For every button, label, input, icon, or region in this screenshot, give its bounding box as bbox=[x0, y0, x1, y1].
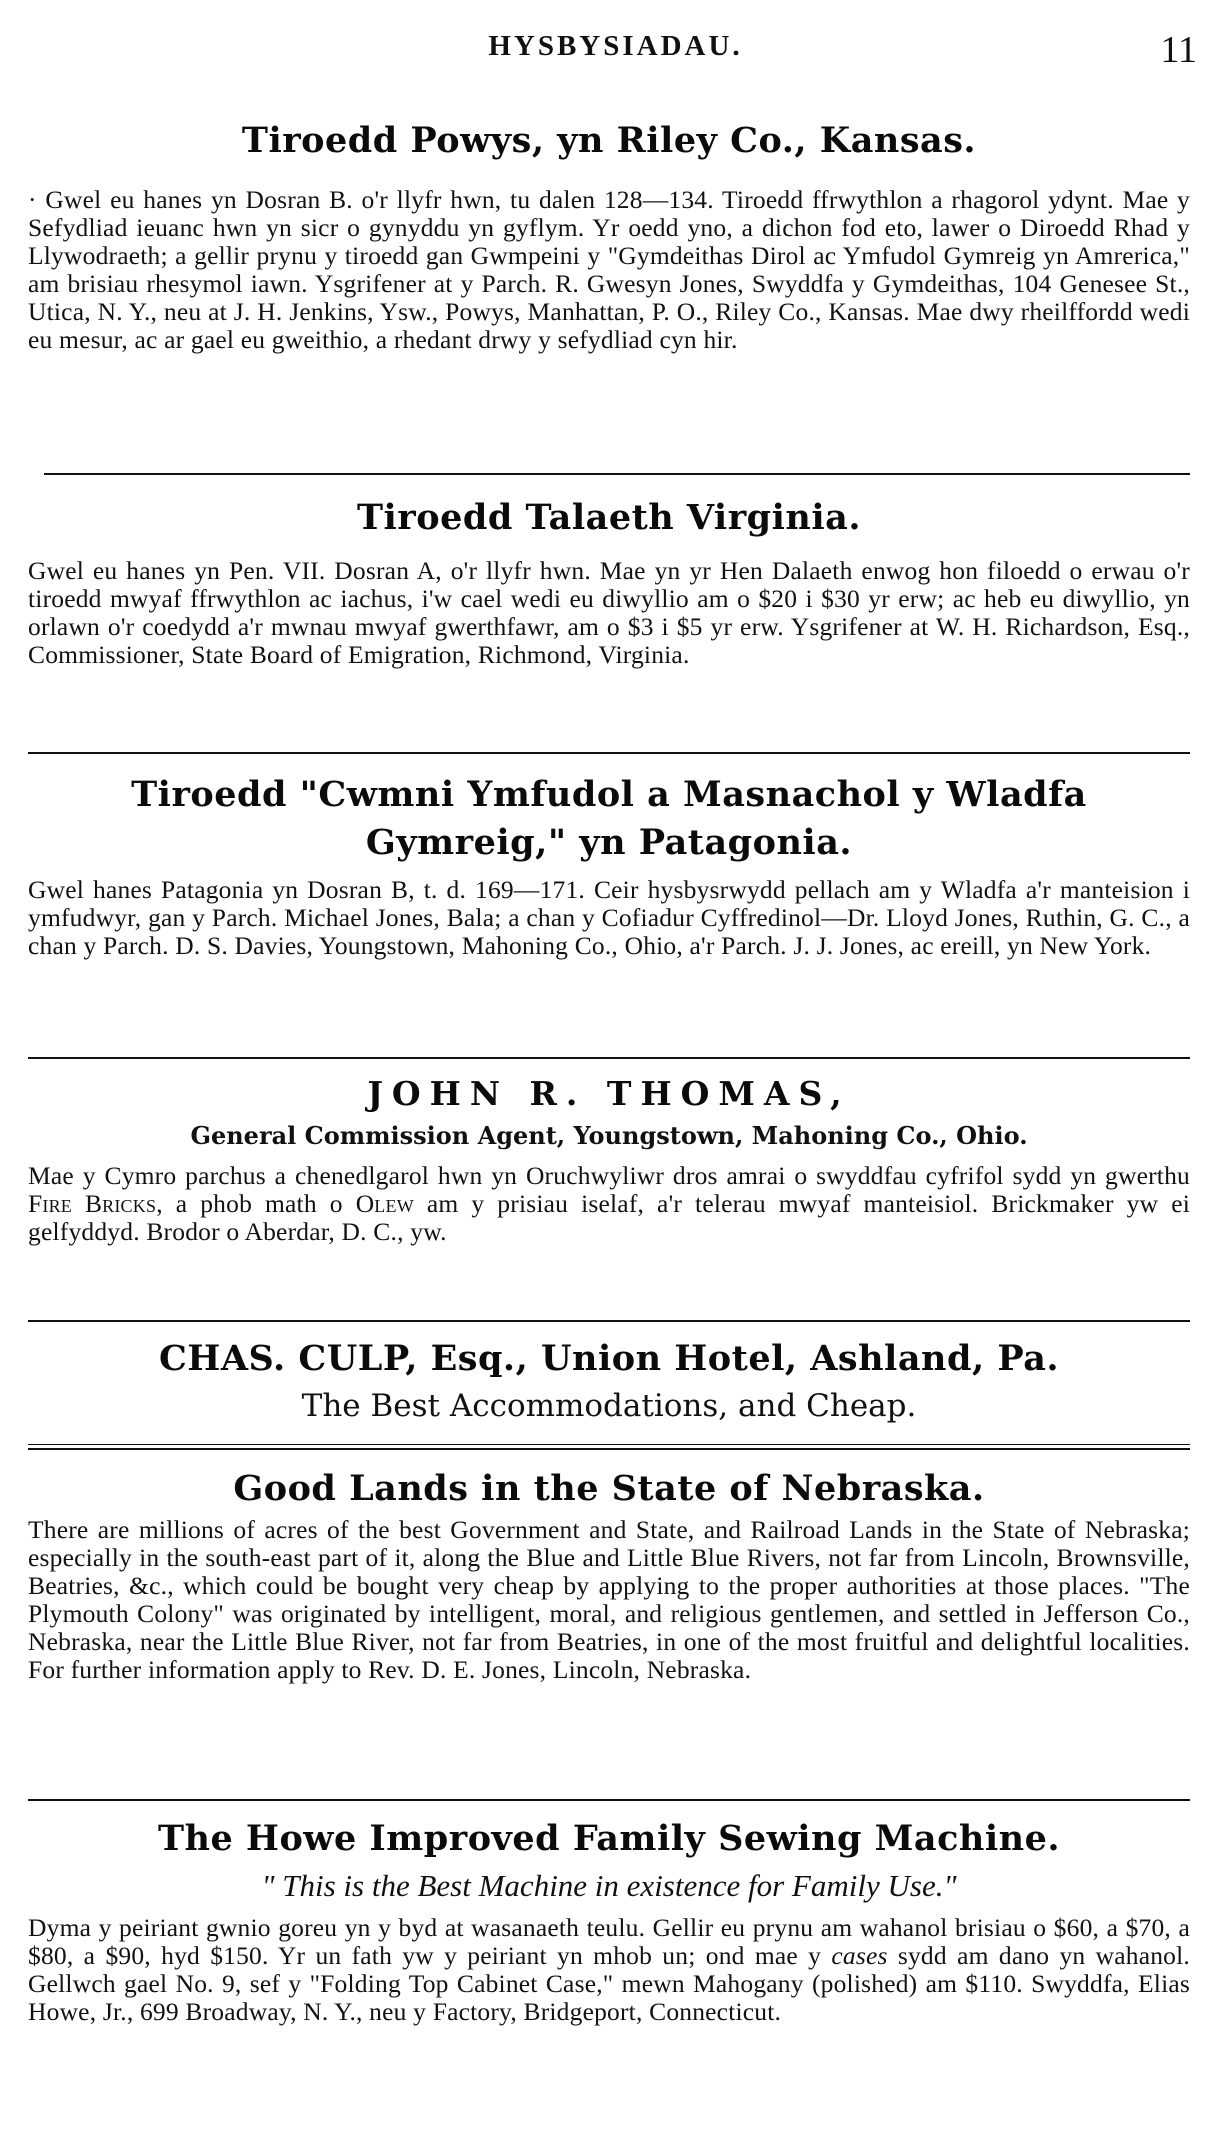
ad-powys-body: · Gwel eu hanes yn Dosran B. o'r llyfr hwn, tu dalen 128—134. Tiroedd ffrwythlon a rhagorol ydynt. Mae y Sefydliad ieuanc hwn yn sicr o gynyddu yn gyflym. Yr oedd yno, a dichon fod eto, lawer o Diroedd Rhad y Llywodraeth; a gellir prynu y tiroedd gan Gwmpeini y "Gymdeithas Dirol ac Ymfudol Gymreig yn Amrerica," am brisiau rhesymol iawn. Ysgrifener at y Parch. R. Gwesyn Jones, Swyddfa y Gymdeithas, 104 Genesee St., Utica, N. Y., neu at J. H. Jenkins, Ysw., Powys, Manhattan, P. O., Riley Co., Kansas. Mae dwy rheilffordd wedi eu mesur, ac ar gael eu gweithio, a rhedant drwy y sefydliad cyn hir. bbox=[28, 185, 1190, 354]
ad-howe-cases: cases bbox=[831, 1941, 888, 1970]
divider bbox=[28, 1057, 1190, 1059]
ad-virginia-body: Gwel eu hanes yn Pen. VII. Dosran A, o'r llyfr hwn. Mae yn yr Hen Dalaeth enwog hon filoedd o erwau o'r tiroedd mwyaf ffrwythlon ac iachus, i'w cael wedi eu diwyllio am o $20 i $30 yr erw; ac heb eu diwyllio, yn orlawn o'r coedydd a'r mwnau mwyaf gwerthfawr, am o $3 i $5 yr erw. Ysgrifener at W. H. Richardson, Esq., Commissioner, State Board of Emigration, Richmond, Virginia. bbox=[28, 556, 1190, 669]
ad-thomas-body-part2: , a phob math o bbox=[156, 1189, 356, 1218]
ad-patagonia-title-line1: Tiroedd "Cwmni Ymfudol a Masnachol y Wladfa bbox=[131, 774, 1087, 815]
ad-howe bbox=[28, 1816, 1190, 2026]
divider bbox=[44, 473, 1190, 475]
page-number: 11 bbox=[1160, 29, 1197, 71]
divider bbox=[28, 752, 1190, 754]
ad-howe-tagline: " This is the Best Machine in existence for Family Use." bbox=[261, 1868, 957, 1903]
divider bbox=[28, 1799, 1190, 1801]
divider bbox=[28, 1444, 1190, 1450]
ad-virginia bbox=[28, 495, 1190, 669]
ad-howe-title: The Howe Improved Family Sewing Machine. bbox=[157, 1818, 1061, 1859]
ad-thomas-title: JOHN R. THOMAS, bbox=[367, 1074, 851, 1113]
ad-thomas-fire-bricks: Fire Bricks bbox=[28, 1189, 157, 1218]
divider bbox=[28, 1320, 1190, 1322]
ad-nebraska bbox=[28, 1466, 1190, 1684]
ad-nebraska-title: Good Lands in the State of Nebraska. bbox=[233, 1468, 985, 1509]
ad-thomas-body bbox=[28, 1162, 1190, 1246]
ad-howe-body-part1: Dyma y peiriant gwnio goreu yn y byd at wasanaeth teulu. Gellir eu prynu am wahanol brisiau o $60, a $70, a $80, a $90, hyd $150. Yr un fath yw y peiriant yn mhob un; ond mae y bbox=[28, 1913, 1190, 1970]
ad-patagonia-body: Gwel hanes Patagonia yn Dosran B, t. d. 169—171. Ceir hysbysrwydd pellach am y Wladfa a'r manteision i ymfudwyr, gan y Parch. Michael Jones, Bala; a chan y Cofiadur Cyffredinol—Dr. Lloyd Jones, Ruthin, G. C., a chan y Parch. D. S. Davies, Youngstown, Mahoning Co., Ohio, a'r Parch. J. J. Jones, ac ereill, yn New York. bbox=[28, 875, 1190, 960]
ad-culp-subtitle: The Best Accommodations, and Cheap. bbox=[301, 1388, 917, 1424]
ad-thomas bbox=[28, 1072, 1190, 1246]
ad-patagonia bbox=[28, 772, 1190, 960]
ad-patagonia-title-line2: Gymreig," yn Patagonia. bbox=[365, 822, 853, 863]
ad-powys-title: Tiroedd Powys, yn Riley Co., Kansas. bbox=[241, 120, 977, 161]
ad-powys bbox=[28, 118, 1190, 354]
ad-culp bbox=[28, 1336, 1190, 1428]
ad-thomas-subtitle: General Commission Agent, Youngstown, Mahoning Co., Ohio. bbox=[190, 1121, 1028, 1150]
ad-howe-body bbox=[28, 1914, 1190, 2026]
running-title: HYSBYSIADAU. bbox=[488, 30, 743, 62]
ad-nebraska-body: There are millions of acres of the best Government and State, and Railroad Lands in the State of Nebraska; especially in the south-east part of it, along the Blue and Little Blue Rivers, not far from Lincoln, Brownsville, Beatries, &c., which could be bought very cheap by applying to the proper authorities at those places. "The Plymouth Colony" was originated by intelligent, moral, and religious gentlemen, and settled in Jefferson Co., Nebraska, near the Little Blue River, not far from Beatries, in one of the most fruitful and delightful localities. For further information apply to Rev. D. E. Jones, Lincoln, Nebraska. bbox=[28, 1515, 1190, 1684]
ad-thomas-body-part3: am y prisiau iselaf, a'r telerau mwyaf manteisiol. Brickmaker yw ei gelfyddyd. Brodor o Aberdar, D. C., yw. bbox=[28, 1189, 1191, 1246]
ad-howe-body-part2: sydd am dano yn wahanol. Gellwch gael No. 9, sef y "Folding Top Cabinet Case," mewn Mahogany (polished) am $110. Swyddfa, Elias Howe, Jr., 699 Broadway, N. Y., neu y Factory, Bridgeport, Connecticut. bbox=[28, 1941, 1190, 2026]
ad-thomas-body-part1: Mae y Cymro parchus a chenedlgarol hwn yn Oruchwyliwr dros amrai o swyddfau cyfrifol sydd yn gwerthu bbox=[28, 1161, 1190, 1190]
ad-thomas-olew: Olew bbox=[355, 1189, 414, 1218]
running-header bbox=[0, 28, 1231, 72]
ad-virginia-title: Tiroedd Talaeth Virginia. bbox=[356, 497, 862, 538]
ad-culp-title: CHAS. CULP, Esq., Union Hotel, Ashland, Pa. bbox=[158, 1338, 1060, 1379]
